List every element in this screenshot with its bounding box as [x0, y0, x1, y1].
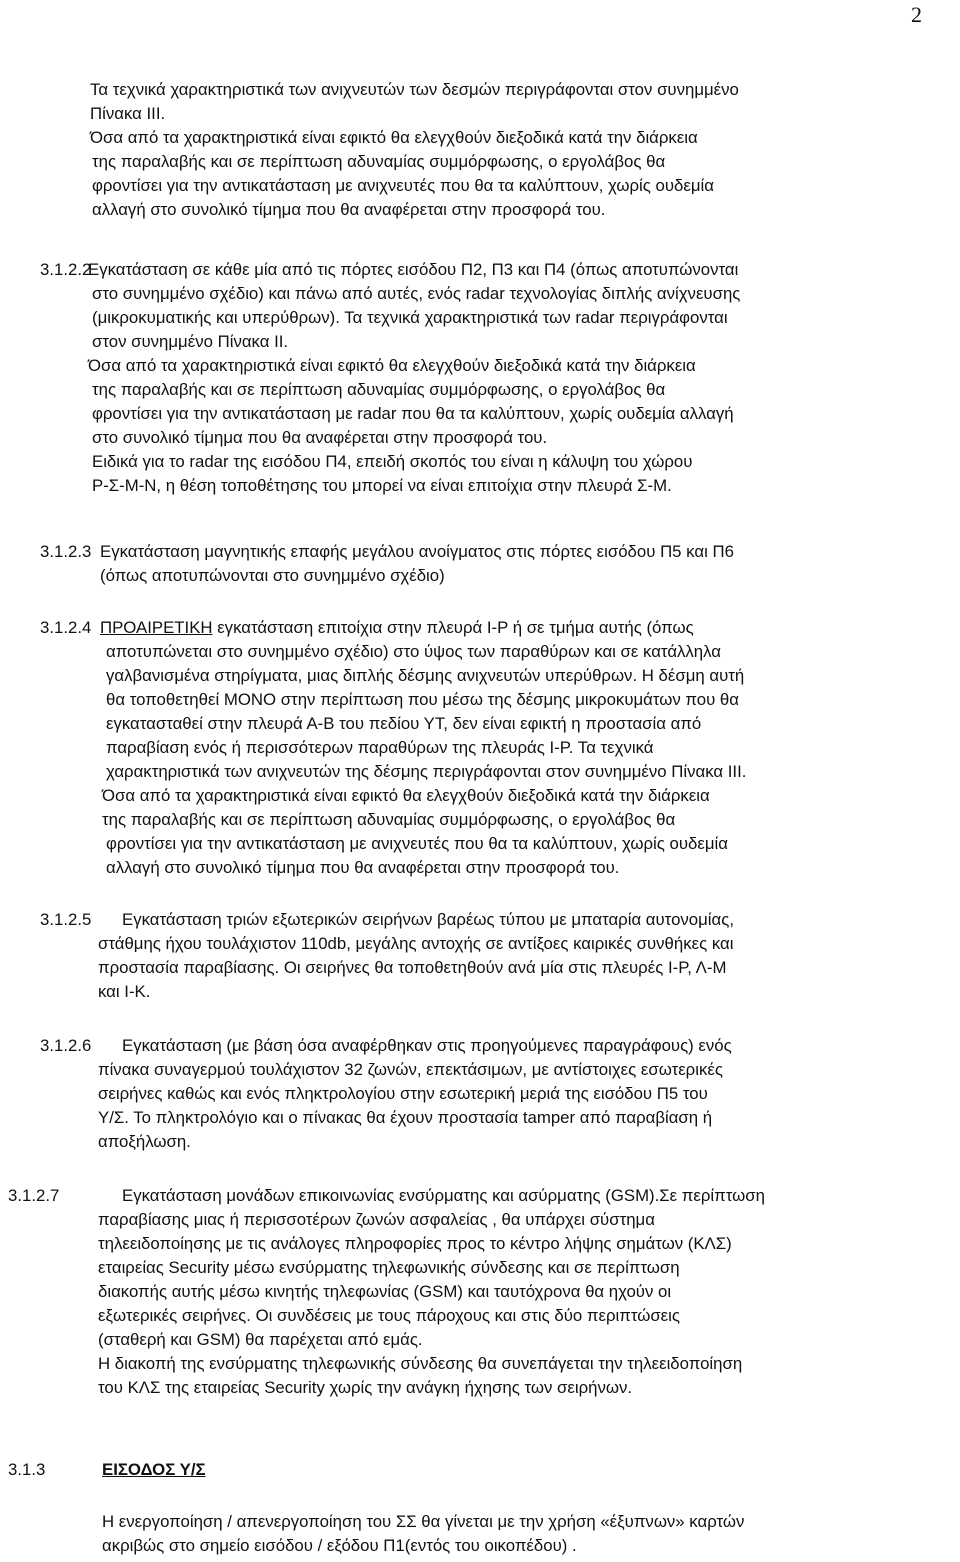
intro-line: της παραλαβής και σε περίπτωση αδυναμίας συμμόρφωσης, ο εργολάβος θα [92, 152, 666, 171]
section-line: και Ι-Κ. [98, 982, 151, 1001]
section-line: της παραλαβής και σε περίπτωση αδυναμίας συμμόρφωσης, ο εργολάβος θα [102, 810, 676, 829]
section-line: εταιρείας Security μέσω ενσύρματης τηλεφωνικής σύνδεσης και σε περίπτωση [98, 1258, 680, 1277]
section-line: παραβίαση ενός ή περισσότερων παραθύρων της πλευράς Ι-Ρ. Τα τεχνικά [106, 738, 654, 757]
section-line: στον συνημμένο Πίνακα ΙΙ. [92, 332, 289, 351]
section-line: διακοπής αυτής μέσω κινητής τηλεφωνίας (GSM) και ταυτόχρονα θα ηχούν οι [98, 1282, 672, 1301]
section-line: παραβίασης μιας ή περισσοτέρων ζωνών ασφαλείας , θα υπάρχει σύστημα [98, 1210, 655, 1229]
section-line: της παραλαβής και σε περίπτωση αδυναμίας συμμόρφωσης, ο εργολάβος θα [92, 380, 666, 399]
section-heading: ΕΙΣΟΔΟΣ Υ/Σ [102, 1460, 206, 1479]
section-line: στάθμης ήχου τουλάχιστον 110db, μεγάλης αντοχής σε αντίξοες καιρικές συνθήκες και [98, 934, 734, 953]
section-line: αποξήλωση. [98, 1132, 191, 1151]
intro-line: Πίνακα ΙΙΙ. [90, 104, 166, 123]
section-line: Ειδικά για το radar της εισόδου Π4, επειδή σκοπός του είναι η κάλυψη του χώρου [92, 452, 693, 471]
section-line: Η ενεργοποίηση / απενεργοποίηση του ΣΣ θα γίνεται με την χρήση «έξυπνων» καρτών [102, 1512, 745, 1531]
section-line: Ρ-Σ-Μ-Ν, η θέση τοποθέτησης του μπορεί να είναι επιτοίχια στην πλευρά Σ-Μ. [92, 476, 672, 495]
section-line: σειρήνες καθώς και ενός πληκτρολογίου στην εσωτερική μεριά της εισόδου Π5 του [98, 1084, 708, 1103]
intro-line: Όσα από τα χαρακτηριστικά είναι εφικτό θα ελεγχθούν διεξοδικά κατά την διάρκεια [90, 128, 698, 147]
page-number: 2 [911, 2, 922, 27]
section-line: ακριβώς στο σημείο εισόδου / εξόδου Π1(εντός του οικοπέδου) . [102, 1536, 577, 1555]
section-line: Εγκατάσταση μαγνητικής επαφής μεγάλου ανοίγματος στις πόρτες εισόδου Π5 και Π6 [100, 542, 734, 561]
section-line: φροντίσει για την αντικατάσταση με radar που θα τα καλύπτουν, χωρίς ουδεμία αλλαγή [92, 404, 734, 423]
section-line: Όσα από τα χαρακτηριστικά είναι εφικτό θα ελεγχθούν διεξοδικά κατά την διάρκεια [102, 786, 710, 805]
section-line: στο συνολικό τίμημα που θα αναφέρεται στην προσφορά του. [92, 428, 548, 447]
section-line: Εγκατάσταση σε κάθε μία από τις πόρτες εισόδου Π2, Π3 και Π4 (όπως αποτυπώνονται [88, 260, 739, 279]
intro-line: φροντίσει για την αντικατάσταση με ανιχνευτές που θα τα καλύπτουν, χωρίς ουδεμία [92, 176, 714, 195]
section-number: 3.1.2.4 [40, 618, 92, 637]
section-line: Υ/Σ. Το πληκτρολόγιο και ο πίνακας θα έχουν προστασία tamper από παραβίαση ή [98, 1108, 713, 1127]
section-line: του ΚΛΣ της εταιρείας Security χωρίς την ανάγκη ήχησης των σειρήνων. [98, 1378, 633, 1397]
section-line: (μικροκυματικής και υπερύθρων). Τα τεχνικά χαρακτηριστικά των radar περιγράφονται [92, 308, 728, 327]
section-line: γαλβανισμένα στηρίγματα, μιας διπλής δέσμης ανιχνευτών υπερύθρων. Η δέσμη αυτή [106, 666, 745, 685]
section-number: 3.1.2.2 [40, 260, 92, 279]
section-line: στο συνημμένο σχέδιο) και πάνω από αυτές, ενός radar τεχνολογίας διπλής ανίχνευσης [92, 284, 741, 303]
section-number: 3.1.2.7 [8, 1186, 60, 1205]
section-first-line [100, 618, 694, 638]
section-line: αλλαγή στο συνολικό τίμημα που θα αναφέρεται στην προσφορά του. [106, 858, 620, 877]
section-line: Εγκατάσταση τριών εξωτερικών σειρήνων βαρέως τύπου με μπαταρία αυτονομίας, [122, 910, 734, 929]
section-line: Εγκατάσταση (με βάση όσα αναφέρθηκαν στις προηγούμενες παραγράφους) ενός [122, 1036, 732, 1055]
section-number: 3.1.2.5 [40, 910, 92, 929]
optional-label: ΠΡΟΑΙΡΕΤΙΚΗ [100, 618, 213, 637]
section-line: θα τοποθετηθεί ΜΟΝΟ στην περίπτωση που μέσω της δέσμης μικροκυμάτων που θα [106, 690, 739, 709]
section-number: 3.1.2.3 [40, 542, 92, 561]
section-line: χαρακτηριστικά των ανιχνευτών της δέσμης περιγράφονται στον συνημμένο Πίνακα ΙΙΙ. [106, 762, 747, 781]
section-line: (όπως αποτυπώνονται στο συνημμένο σχέδιο) [100, 566, 445, 585]
section-line: Εγκατάσταση μονάδων επικοινωνίας ενσύρματης και ασύρματης (GSM).Σε περίπτωση [122, 1186, 765, 1205]
intro-line: Τα τεχνικά χαρακτηριστικά των ανιχνευτών των δεσμών περιγράφονται στον συνημμένο [90, 80, 739, 99]
section-line: αποτυπώνεται στο συνημμένο σχέδιο) στο ύψος των παραθύρων και σε κατάλληλα [106, 642, 721, 661]
intro-line: αλλαγή στο συνολικό τίμημα που θα αναφέρεται στην προσφορά του. [92, 200, 606, 219]
section-number: 3.1.3 [8, 1460, 46, 1479]
section-line: τηλεειδοποίησης με τις ανάλογες πληροφορίες προς το κέντρο λήψης σημάτων (ΚΛΣ) [98, 1234, 732, 1253]
section-line: προστασία παραβίασης. Οι σειρήνες θα τοποθετηθούν ανά μία στις πλευρές Ι-Ρ, Λ-Μ [98, 958, 727, 977]
section-line: εξωτερικές σειρήνες. Οι συνδέσεις με τους πάροχους και στις δύο περιπτώσεις [98, 1306, 680, 1325]
section-line: φροντίσει για την αντικατάσταση με ανιχνευτές που θα τα καλύπτουν, χωρίς ουδεμία [106, 834, 728, 853]
section-line: Όσα από τα χαρακτηριστικά είναι εφικτό θα ελεγχθούν διεξοδικά κατά την διάρκεια [88, 356, 696, 375]
section-number: 3.1.2.6 [40, 1036, 92, 1055]
section-line-rest: εγκατάσταση επιτοίχια στην πλευρά Ι-Ρ ή σε τμήμα αυτής (όπως [212, 618, 694, 637]
section-line: Η διακοπή της ενσύρματης τηλεφωνικής σύνδεσης θα συνεπάγεται την τηλεειδοποίηση [98, 1354, 743, 1373]
section-line: (σταθερή και GSM) θα παρέχεται από εμάς. [98, 1330, 423, 1349]
section-line: πίνακα συναγερμού τουλάχιστον 32 ζωνών, επεκτάσιμων, με αντίστοιχες εσωτερικές [98, 1060, 723, 1079]
section-line: εγκατασταθεί στην πλευρά Α-Β του πεδίου ΥΤ, δεν είναι εφικτή η προστασία από [106, 714, 702, 733]
